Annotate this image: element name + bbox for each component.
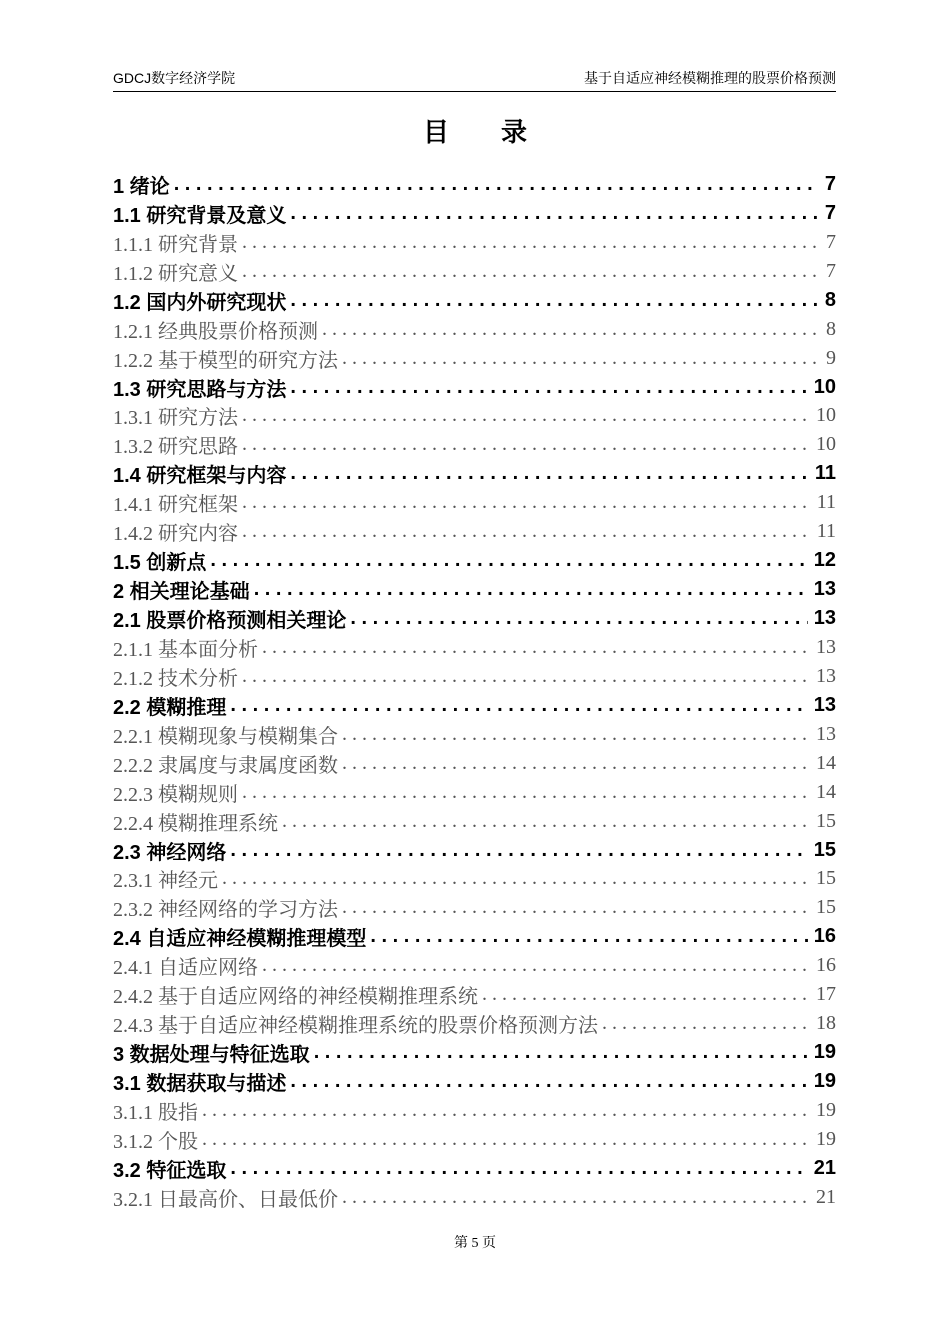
- toc-leader: [282, 810, 810, 833]
- toc-entry[interactable]: [113, 199, 836, 228]
- toc-leader: [342, 347, 820, 370]
- toc-entry-label: 3.2.1 日最高价、日最低价: [113, 1188, 338, 1211]
- toc-leader: [230, 839, 807, 862]
- header-right: 基于自适应神经模糊推理的股票价格预测: [584, 70, 836, 86]
- page-footer: 第 5 页: [454, 1236, 496, 1251]
- toc-leader: [290, 462, 808, 485]
- toc-entry-label: 1.5 创新点: [113, 552, 207, 575]
- toc-entry-label: 1.3.1 研究方法: [113, 407, 238, 430]
- toc-entry[interactable]: [113, 170, 836, 199]
- toc-leader: [254, 578, 808, 601]
- toc-entry-label: 2.2.3 模糊规则: [113, 783, 238, 806]
- toc-entry-page: 11: [816, 520, 836, 543]
- toc-entry-label: 1.1.1 研究背景: [113, 233, 238, 256]
- toc-entry-label: 1.2.2 基于模型的研究方法: [113, 349, 338, 372]
- toc-leader: [242, 231, 820, 254]
- toc-entry[interactable]: [113, 228, 836, 257]
- toc-leader: [322, 318, 820, 341]
- toc-leader: [262, 954, 810, 977]
- toc-entry-page: 11: [816, 491, 836, 514]
- toc-entry-page: 7: [826, 259, 836, 282]
- toc-entry-label: 3.1.2 个股: [113, 1130, 198, 1153]
- toc-entry[interactable]: [113, 373, 836, 402]
- toc-entry[interactable]: [113, 344, 836, 373]
- toc-entry[interactable]: [113, 720, 836, 749]
- toc-entry-page: 10: [816, 433, 836, 456]
- toc-entry-label: 1.4 研究框架与内容: [113, 465, 287, 488]
- toc-entry[interactable]: [113, 1096, 836, 1125]
- toc-entry[interactable]: [113, 430, 836, 459]
- table-of-contents: [113, 170, 836, 1212]
- toc-entry[interactable]: [113, 1067, 836, 1096]
- toc-entry[interactable]: [113, 1183, 836, 1212]
- toc-entry-page: 8: [826, 317, 836, 340]
- toc-entry[interactable]: [113, 662, 836, 691]
- toc-entry-label: 1.4.2 研究内容: [113, 523, 238, 546]
- toc-entry[interactable]: [113, 691, 836, 720]
- toc-entry[interactable]: [113, 604, 836, 633]
- toc-leader: [482, 983, 810, 1006]
- toc-leader: [370, 925, 807, 948]
- toc-entry-page: 19: [813, 1070, 836, 1093]
- toc-entry[interactable]: [113, 893, 836, 922]
- page-header: [113, 66, 836, 92]
- toc-entry-label: 1.3 研究思路与方法: [113, 378, 287, 401]
- toc-entry-label: 2.3 神经网络: [113, 841, 227, 864]
- toc-entry-page: 18: [816, 1012, 836, 1035]
- toc-entry-page: 13: [816, 722, 836, 745]
- toc-leader: [242, 433, 810, 456]
- toc-entry-page: 13: [813, 607, 836, 630]
- toc-entry-label: 1.2 国内外研究现状: [113, 291, 287, 314]
- toc-entry-label: 2.1.1 基本面分析: [113, 638, 258, 661]
- toc-entry-label: 2.1.2 技术分析: [113, 667, 238, 690]
- toc-entry[interactable]: [113, 1125, 836, 1154]
- toc-leader: [242, 665, 810, 688]
- toc-entry-label: 2.4.1 自适应网络: [113, 957, 258, 980]
- toc-entry-label: 1.1.2 研究意义: [113, 262, 238, 285]
- toc-entry[interactable]: [113, 459, 836, 488]
- toc-entry[interactable]: [113, 980, 836, 1009]
- toc-leader: [262, 636, 810, 659]
- toc-leader: [202, 1128, 810, 1151]
- toc-entry-label: 2.2.1 模糊现象与模糊集合: [113, 725, 338, 748]
- toc-entry-page: 19: [816, 1098, 836, 1121]
- toc-entry[interactable]: [113, 633, 836, 662]
- toc-entry-page: 12: [813, 549, 836, 572]
- toc-entry-page: 13: [816, 664, 836, 687]
- toc-entry-page: 9: [826, 346, 836, 369]
- toc-leader: [242, 520, 811, 543]
- toc-entry-label: 2.2 模糊推理: [113, 696, 227, 719]
- header-left: GDCJ数字经济学院: [113, 70, 236, 86]
- toc-entry-page: 16: [816, 954, 836, 977]
- toc-entry-label: 2.4 自适应神经模糊推理模型: [113, 928, 367, 951]
- toc-entry-page: 19: [813, 1041, 836, 1064]
- toc-entry-page: 13: [813, 578, 836, 601]
- toc-entry[interactable]: [113, 865, 836, 894]
- toc-entry-label: 3.1.1 股指: [113, 1101, 198, 1124]
- toc-entry-page: 14: [816, 751, 836, 774]
- toc-entry-label: 2 相关理论基础: [113, 581, 250, 604]
- toc-entry[interactable]: [113, 402, 836, 431]
- toc-entry-label: 1.3.2 研究思路: [113, 436, 238, 459]
- toc-leader: [202, 1099, 810, 1122]
- toc-entry[interactable]: [113, 286, 836, 315]
- toc-leader: [350, 607, 807, 630]
- toc-entry-label: 1 绪论: [113, 175, 170, 198]
- toc-leader: [174, 173, 819, 196]
- toc-entry-page: 14: [816, 780, 836, 803]
- toc-entry[interactable]: [113, 315, 836, 344]
- toc-entry-label: 2.4.2 基于自适应网络的神经模糊推理系统: [113, 986, 478, 1009]
- toc-entry-page: 15: [816, 809, 836, 832]
- toc-entry-label: 3 数据处理与特征选取: [113, 1044, 310, 1067]
- toc-entry-page: 7: [824, 201, 836, 224]
- toc-entry-page: 17: [816, 983, 836, 1006]
- toc-leader: [242, 491, 811, 514]
- toc-entry-page: 8: [824, 288, 836, 311]
- toc-entry[interactable]: [113, 1009, 836, 1038]
- toc-leader: [242, 404, 810, 427]
- toc-entry-page: 13: [813, 693, 836, 716]
- toc-entry[interactable]: [113, 836, 836, 865]
- toc-leader: [290, 202, 819, 225]
- toc-leader: [602, 1012, 810, 1035]
- toc-leader: [290, 289, 819, 312]
- toc-entry-label: 3.2 特征选取: [113, 1159, 227, 1182]
- toc-entry[interactable]: [113, 575, 836, 604]
- page-title: 目录: [422, 117, 579, 147]
- toc-entry-page: 7: [826, 230, 836, 253]
- toc-entry[interactable]: [113, 951, 836, 980]
- toc-entry-label: 2.3.1 神经元: [113, 870, 218, 893]
- toc-entry-page: 21: [816, 1185, 836, 1208]
- toc-leader: [242, 260, 820, 283]
- toc-leader: [290, 1070, 807, 1093]
- toc-entry-page: 21: [813, 1156, 836, 1179]
- toc-entry[interactable]: [113, 488, 836, 517]
- toc-entry-page: 16: [813, 925, 836, 948]
- toc-entry[interactable]: [113, 517, 836, 546]
- toc-leader: [210, 549, 807, 572]
- toc-entry-page: 19: [816, 1127, 836, 1150]
- toc-entry[interactable]: [113, 807, 836, 836]
- toc-leader: [290, 376, 807, 399]
- toc-leader: [230, 1157, 807, 1180]
- toc-leader: [342, 752, 810, 775]
- toc-entry-page: 15: [816, 896, 836, 919]
- toc-entry-label: 1.2.1 经典股票价格预测: [113, 320, 318, 343]
- toc-entry-label: 1.1 研究背景及意义: [113, 204, 287, 227]
- toc-entry-label: 2.3.2 神经网络的学习方法: [113, 899, 338, 922]
- toc-leader: [314, 1041, 808, 1064]
- toc-entry[interactable]: [113, 922, 836, 951]
- toc-entry-label: 1.4.1 研究框架: [113, 494, 238, 517]
- toc-leader: [342, 1186, 810, 1209]
- toc-leader: [342, 723, 810, 746]
- toc-entry-label: 2.2.4 模糊推理系统: [113, 812, 278, 835]
- toc-entry-label: 3.1 数据获取与描述: [113, 1073, 287, 1096]
- toc-entry-page: 15: [816, 867, 836, 890]
- toc-entry-label: 2.4.3 基于自适应神经模糊推理系统的股票价格预测方法: [113, 1015, 598, 1038]
- toc-leader: [242, 781, 810, 804]
- toc-entry[interactable]: [113, 1154, 836, 1183]
- toc-entry-page: 7: [824, 172, 836, 195]
- toc-entry[interactable]: [113, 546, 836, 575]
- toc-entry[interactable]: [113, 1038, 836, 1067]
- toc-entry-page: 10: [813, 375, 836, 398]
- toc-leader: [230, 694, 807, 717]
- toc-entry-label: 2.1 股票价格预测相关理论: [113, 610, 347, 633]
- toc-entry-page: 15: [813, 838, 836, 861]
- toc-entry[interactable]: [113, 778, 836, 807]
- toc-entry-page: 13: [816, 635, 836, 658]
- toc-entry-page: 11: [814, 462, 836, 485]
- toc-entry-label: 2.2.2 隶属度与隶属度函数: [113, 754, 338, 777]
- toc-entry-page: 10: [816, 404, 836, 427]
- toc-entry[interactable]: [113, 257, 836, 286]
- toc-leader: [222, 867, 810, 890]
- toc-leader: [342, 896, 810, 919]
- toc-entry[interactable]: [113, 749, 836, 778]
